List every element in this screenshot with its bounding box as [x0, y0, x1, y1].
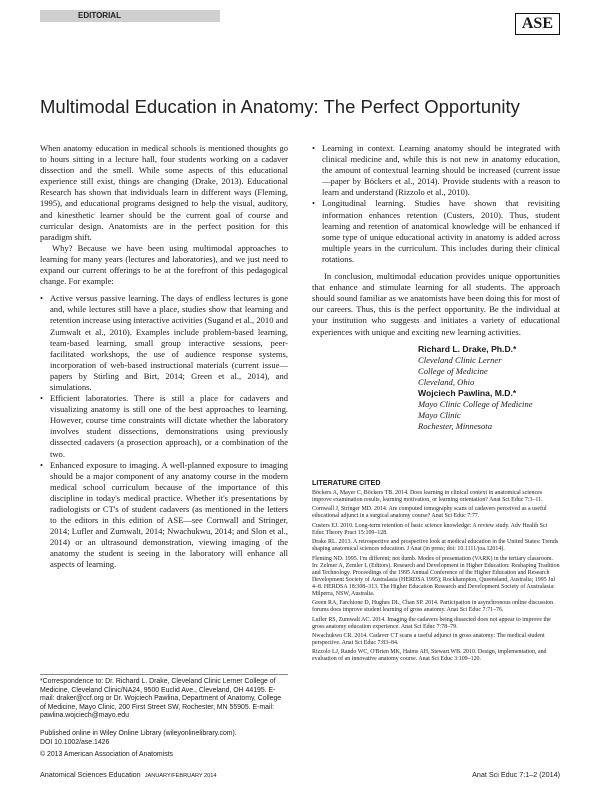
reference-item: Rizzolo LJ, Rando WC, O'Brien MK, Haims AH, Stewart WB. 2010. Design, implementation, and evaluation of an innovative anatomy course. Anat Sci Educ 3:109–120.: [312, 649, 547, 663]
footer-journal: [40, 770, 217, 779]
author-affiliation: Rochester, Minnesota: [418, 420, 492, 431]
author-affiliation: Mayo Clinic College of Medicine: [418, 398, 533, 409]
correspondence-footnote: *Correspondence to: Dr. Richard L. Drake, Cleveland Clinic Lerner College of Medicine, Cleveland Clinic/NA24, 9500 Euclid Ave., Cleveland, OH 44195. E-mail: draker@ccf.org or Dr. Wojciech Pawlina, Department of Anatomy, College of Medicine, Mayo Clinic, 200 First Street SW, Rochester, MN 55905. E-mail: pawlina.wojciech@mayo.edu: [40, 678, 282, 719]
section-label: EDITORIAL: [40, 10, 220, 22]
issue-date: JANUARY/FEBRUARY 2014: [144, 773, 217, 779]
references-section: [312, 478, 560, 666]
publication-info: [40, 730, 288, 747]
online-publication: Published online in Wiley Online Library (wileyonlinelibrary.com).: [40, 730, 237, 737]
author-name: Richard L. Drake, Ph.D.*: [418, 343, 517, 354]
doi: DOI 10.1002/ase.1426: [40, 738, 110, 746]
journal-name: Anatomical Sciences Education: [40, 770, 141, 779]
bullet-longitudinal-learning: • Longitudinal learning. Studies have shown that revisiting information enhances retention (Custers, 2010). Thus, student learning and retention of anatomical knowledge will be enhanced if some type of unique educational activity in anatomy is added across multiple years in the curriculum. This includes during their clinical rotations.: [312, 198, 560, 265]
references-heading: LITERATURE CITED: [312, 478, 381, 487]
article-title: Multimodal Education in Anatomy: The Perfect Opportunity: [40, 96, 520, 117]
author-affiliation: College of Medicine: [418, 365, 488, 376]
author-affiliation: Cleveland Clinic Lerner: [418, 354, 502, 365]
left-column: [40, 143, 288, 571]
bullet-efficient-laboratories: • Efficient laboratories. There is still a place for cadavers and visualizing anatomy is still one of the best approaches to learning. However, course time constraints will dictate whether the laboratory involves student dissections, demonstrations using previously dissected cadavers (a prosection approach), or a combination of the two.: [40, 393, 288, 460]
reference-item: Cornwall J, Stringer MD. 2014. Are computed tomography scans of cadavers perceived as a useful educational adjunct in a surgical anatomy course? Anat Sci Educ 7:77.: [312, 506, 547, 520]
bullet-learning-in-context: • Learning in context. Learning anatomy should be integrated with clinical medicine and, while this is not new in anatomy education, the amount of contextual learning should be increased (current issue—paper by Böckers et al., 2014). Provide students with a reason to learn and understand (Rizzolo et al., 2010).: [312, 143, 560, 198]
footnote-divider: [40, 674, 288, 675]
reference-item: Fleming ND. 1995. I'm different; not dumb. Modes of presentation (VARK) in the tertiary classroom. In: Zelmer A, Zemler L (Editors). Research and Development in Higher Education: Reshaping Tradition and Technology. Proceedings of the 1995 Annual Conference of the Higher Education and Research Development Society of Australasia (HERDSA 1995); Rockhampton, Queensland, Australia; 1995 Jul 4–8. HERDSA 18:308–313. The Higher Education Research and Development Society of Australasia: Milperra, NSW, Australia.: [312, 555, 560, 597]
reference-item: Green RA, Farchione D, Hughes DL, Chan SP. 2014. Participation in asynchronous online discussion forums does improve student learning of gross anatomy. Anat Sci Educ 7:71–76.: [312, 600, 554, 614]
paragraph-why: Why? Because we have been using multimodal approaches to learning for many years (lectures and laboratories), and we just need to expand our current offerings to be at the forefront of this pedagogical change. For example:: [40, 242, 288, 287]
reference-item: Lufler RS, Zumwalt AC. 2014. Imaging the cadavers being dissected does not appear to improve the gross anatomy education experience. Anat Sci Educ 7:78–79.: [312, 616, 551, 630]
right-column: [312, 143, 560, 432]
bullet-enhanced-imaging: • Enhanced exposure to imaging. A well-planned exposure to imaging should be a major component of any anatomy course in the modern medical school curriculum because of the importance of this discipline in today's medical practice. Whether it's presentations by radiologists or CT's of student cadavers (as mentioned in the letters to the editors in this edition of ASE—see Cornwall and Stringer, 2014; Lufler and Zumwalt, 2014; Nwachukwu, 2014; and Slon et al., 2014) or an ultrasound demonstration, viewing imaging of the anatomy the student is seeing in the laboratory will enhance all aspects of learning.: [40, 460, 288, 571]
reference-item: Drake RL. 2013. A retrospective and prospective look at medical education in the United States: Trends shaping anatomical sciences education. J Anat (in press; doi: 10.1111/joa.12014).: [312, 539, 559, 553]
author-name: Wojciech Pawlina, M.D.*: [418, 387, 517, 398]
reference-item: Nwachukwu CR. 2014. Cadaver CT scans a useful adjunct in gross anatomy: The medical student perspective. Anat Sci Educ 7:83–84.: [312, 632, 545, 646]
bullet-list-left: [40, 293, 288, 570]
paragraph-conclusion: In conclusion, multimodal education provides unique opportunities that enhance and stimulate learning for all students. The approach should sound familiar as we anatomists have been doing this for most of our careers. Thus, this is the perfect opportunity. Be the individual at your institution who suggests and initiates a variety of educational experiences with unique and exciting new learning activities.: [312, 271, 560, 337]
page-citation: Anat Sci Educ 7:1–2 (2014): [472, 770, 560, 779]
author-affiliation: Mayo Clinic: [418, 409, 461, 420]
copyright-notice: © 2013 American Association of Anatomists: [40, 751, 174, 758]
reference-item: Custers EJ. 2010. Long-term retention of basic science knowledge: A review study. Adv Health Sci Educ Theory Pract 15:109–128.: [312, 522, 548, 536]
author-affiliation: Cleveland, Ohio: [418, 376, 475, 387]
reference-item: Böckers A, Mayer C, Böckers TB. 2014. Does learning in clinical context in anatomical sciences improve examination results, learning motivation, or learning orientation? Anat Sci Educ 7:3–11.: [312, 490, 543, 504]
signature-block: [418, 344, 560, 432]
paragraph-intro: When anatomy education in medical schools is mentioned thoughts go to hours sitting in a lecture hall, four students working on a cadaver dissection and the smell. While some aspects of this educational experience still exist, things are changing (Drake, 2013). Educational Research has shown that individuals learn in different ways (Fleming, 1995), and educational programs designed to help the visual, auditory, and kinesthetic learner should be the current goal of course and curricular design. Anatomists are in the perfect position for this paradigm shift.: [40, 143, 288, 242]
page-header: [40, 0, 560, 30]
bullet-list-right: [312, 143, 560, 265]
bullet-active-learning: • Active versus passive learning. The days of endless lectures is gone and, while lectures still have a place, studies show that learning and retention increase using interactive activities (Sugand et al., 2010 and Zumwalt et al., 2010). Examples include problem-based learning, team-based learning, small group interactive sessions, peer-facilitated workshops, the use of audience response systems, incorporation of web-based instructional materials (current issue—papers by Stirling and Birt, 2014; Green et al., 2014), and simulations.: [40, 293, 288, 393]
journal-logo: ASE: [515, 13, 560, 35]
